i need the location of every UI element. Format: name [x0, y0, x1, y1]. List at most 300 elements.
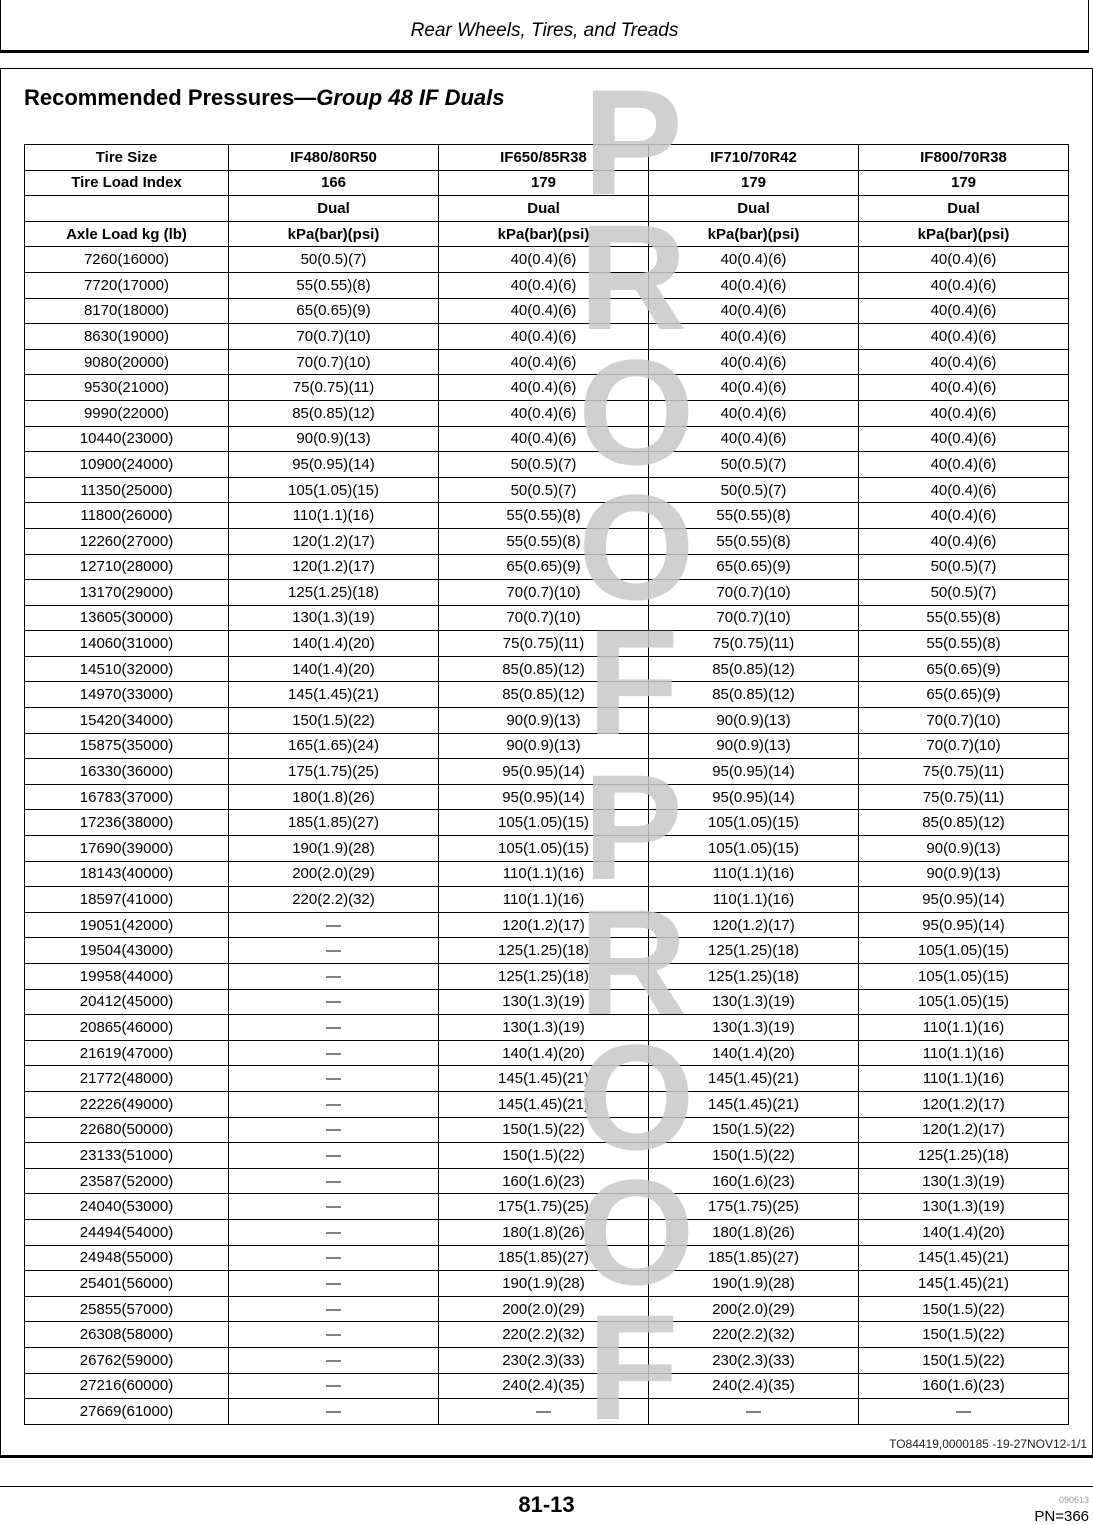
- axle-load-cell: 9080(20000): [25, 349, 229, 375]
- pressure-cell: 55(0.55)(8): [439, 503, 649, 529]
- pressure-cell: —: [229, 1373, 439, 1399]
- pressure-cell: 40(0.4)(6): [439, 298, 649, 324]
- table-row: [25, 349, 1069, 375]
- pressure-cell: 110(1.1)(16): [859, 1015, 1069, 1041]
- pressure-cell: 150(1.5)(22): [439, 1143, 649, 1169]
- pressure-cell: 150(1.5)(22): [649, 1117, 859, 1143]
- pressure-cell: 220(2.2)(32): [439, 1322, 649, 1348]
- pressure-cell: 70(0.7)(10): [649, 580, 859, 606]
- watermark-letter: O: [578, 1148, 695, 1316]
- watermark-letter: R: [578, 878, 688, 1046]
- table-row: [25, 1271, 1069, 1297]
- pressure-cell: 50(0.5)(7): [229, 247, 439, 273]
- table-row: [25, 1194, 1069, 1220]
- watermark-letter: R: [578, 193, 688, 361]
- table-row: [25, 272, 1069, 298]
- section-title: Rear Wheels, Tires, and Treads: [410, 20, 679, 41]
- pn-label: PN=366: [1034, 1508, 1089, 1525]
- pressure-cell: 185(1.85)(27): [649, 1245, 859, 1271]
- pressure-cell: 85(0.85)(12): [649, 656, 859, 682]
- table-row: [25, 912, 1069, 938]
- pressure-cell: —: [229, 1117, 439, 1143]
- pressure-cell: 180(1.8)(26): [439, 1219, 649, 1245]
- pressure-cell: 150(1.5)(22): [859, 1347, 1069, 1373]
- pressure-cell: —: [229, 964, 439, 990]
- pressure-cell: —: [229, 1219, 439, 1245]
- pressure-cell: 140(1.4)(20): [229, 656, 439, 682]
- pressure-cell: 70(0.7)(10): [229, 349, 439, 375]
- axle-load-cell: 19958(44000): [25, 964, 229, 990]
- table-row: [25, 656, 1069, 682]
- pressure-cell: 110(1.1)(16): [859, 1066, 1069, 1092]
- table-row: [25, 887, 1069, 913]
- table-row: [25, 477, 1069, 503]
- pressure-cell: 120(1.2)(17): [229, 554, 439, 580]
- pressure-cell: 165(1.65)(24): [229, 733, 439, 759]
- pressure-cell: 55(0.55)(8): [649, 503, 859, 529]
- pressure-cell: 105(1.05)(15): [649, 810, 859, 836]
- pressure-cell: 166: [229, 170, 439, 196]
- axle-load-cell: 10900(24000): [25, 452, 229, 478]
- table-row: [25, 1117, 1069, 1143]
- axle-load-cell: [25, 196, 229, 222]
- pressure-cell: 150(1.5)(22): [649, 1143, 859, 1169]
- pressure-cell: 40(0.4)(6): [859, 400, 1069, 426]
- axle-load-cell: 20865(46000): [25, 1015, 229, 1041]
- pressure-cell: kPa(bar)(psi): [439, 221, 649, 247]
- pressure-cell: 55(0.55)(8): [859, 605, 1069, 631]
- pressure-cell: 150(1.5)(22): [859, 1322, 1069, 1348]
- pressure-cell: 105(1.05)(15): [649, 836, 859, 862]
- axle-load-cell: 11350(25000): [25, 477, 229, 503]
- pressure-cell: 175(1.75)(25): [439, 1194, 649, 1220]
- pressure-cell: —: [229, 912, 439, 938]
- axle-load-cell: 27669(61000): [25, 1399, 229, 1425]
- pressure-cell: —: [859, 1399, 1069, 1425]
- pressure-cell: —: [229, 1040, 439, 1066]
- pressure-cell: 200(2.0)(29): [439, 1296, 649, 1322]
- table-row: [25, 1373, 1069, 1399]
- table-row: [25, 554, 1069, 580]
- pressure-cell: 90(0.9)(13): [229, 426, 439, 452]
- pressure-cell: —: [229, 1143, 439, 1169]
- pressure-cell: 160(1.6)(23): [649, 1168, 859, 1194]
- pressure-cell: 40(0.4)(6): [859, 375, 1069, 401]
- watermark-letter: O: [578, 463, 695, 631]
- table-row: [25, 810, 1069, 836]
- pressure-cell: 40(0.4)(6): [859, 426, 1069, 452]
- pressure-cell: 40(0.4)(6): [649, 324, 859, 350]
- pressure-cell: —: [229, 1347, 439, 1373]
- pressure-cell: 145(1.45)(21): [859, 1271, 1069, 1297]
- pressure-cell: 125(1.25)(18): [649, 938, 859, 964]
- table-row: [25, 324, 1069, 350]
- axle-load-cell: Tire Load Index: [25, 170, 229, 196]
- pressure-cell: 120(1.2)(17): [649, 912, 859, 938]
- table-row: [25, 733, 1069, 759]
- table-row: [25, 708, 1069, 734]
- pressure-cell: 125(1.25)(18): [439, 964, 649, 990]
- pressure-cell: Dual: [649, 196, 859, 222]
- pressure-cell: —: [229, 989, 439, 1015]
- axle-load-cell: 21772(48000): [25, 1066, 229, 1092]
- table-row: [25, 1245, 1069, 1271]
- pressure-cell: 70(0.7)(10): [649, 605, 859, 631]
- pressure-cell: 55(0.55)(8): [229, 272, 439, 298]
- axle-load-cell: 23587(52000): [25, 1168, 229, 1194]
- table-row: [25, 580, 1069, 606]
- table-row: [25, 426, 1069, 452]
- pressure-cell: 120(1.2)(17): [439, 912, 649, 938]
- pressure-cell: 105(1.05)(15): [439, 810, 649, 836]
- reference-code: TO84419,0000185 -19-27NOV12-1/1: [889, 1437, 1087, 1451]
- pressure-cell: 85(0.85)(12): [439, 656, 649, 682]
- pressure-cell: 145(1.45)(21): [439, 1066, 649, 1092]
- pressure-cell: 40(0.4)(6): [859, 272, 1069, 298]
- table-row: [25, 298, 1069, 324]
- pressure-cell: 40(0.4)(6): [859, 477, 1069, 503]
- pressure-cell: 50(0.5)(7): [649, 477, 859, 503]
- page-number: 81-13: [518, 1492, 575, 1517]
- pressure-cell: 95(0.95)(14): [859, 887, 1069, 913]
- pressure-cell: 55(0.55)(8): [439, 528, 649, 554]
- pressure-cell: IF480/80R50: [229, 145, 439, 171]
- table-row: [25, 247, 1069, 273]
- table-row: [25, 1091, 1069, 1117]
- pressure-cell: IF800/70R38: [859, 145, 1069, 171]
- pressure-cell: —: [229, 1399, 439, 1425]
- pressure-cell: 130(1.3)(19): [439, 1015, 649, 1041]
- pressure-cell: 160(1.6)(23): [439, 1168, 649, 1194]
- table-row: [25, 682, 1069, 708]
- pressure-cell: 200(2.0)(29): [649, 1296, 859, 1322]
- pressure-cell: Dual: [859, 196, 1069, 222]
- pressure-cell: 150(1.5)(22): [439, 1117, 649, 1143]
- pressure-cell: 40(0.4)(6): [859, 324, 1069, 350]
- pressure-cell: 105(1.05)(15): [439, 836, 649, 862]
- table-row: [25, 759, 1069, 785]
- table-row: [25, 1040, 1069, 1066]
- pressure-cell: 95(0.95)(14): [439, 759, 649, 785]
- pressure-cell: 40(0.4)(6): [859, 349, 1069, 375]
- axle-load-cell: 22226(49000): [25, 1091, 229, 1117]
- axle-load-cell: 8170(18000): [25, 298, 229, 324]
- table-row: [25, 938, 1069, 964]
- running-header: [0, 0, 1089, 53]
- pressure-cell: —: [229, 1015, 439, 1041]
- pressure-cell: 110(1.1)(16): [649, 861, 859, 887]
- pressure-cell: 90(0.9)(13): [439, 708, 649, 734]
- pressure-cell: 40(0.4)(6): [859, 503, 1069, 529]
- table-row: [25, 1143, 1069, 1169]
- pressure-cell: 85(0.85)(12): [229, 400, 439, 426]
- pressure-cell: 75(0.75)(11): [649, 631, 859, 657]
- pressure-cell: 70(0.7)(10): [859, 708, 1069, 734]
- pressure-cell: 125(1.25)(18): [229, 580, 439, 606]
- pressure-cell: 50(0.5)(7): [859, 580, 1069, 606]
- pressure-cell: 185(1.85)(27): [229, 810, 439, 836]
- pressure-cell: 179: [649, 170, 859, 196]
- axle-load-cell: 15420(34000): [25, 708, 229, 734]
- axle-load-cell: 20412(45000): [25, 989, 229, 1015]
- pressure-cell: —: [229, 1168, 439, 1194]
- title-italic: Group 48 IF Duals: [316, 85, 505, 110]
- watermark-letter: O: [578, 328, 695, 496]
- pressure-cell: 160(1.6)(23): [859, 1373, 1069, 1399]
- pressure-cell: 130(1.3)(19): [859, 1194, 1069, 1220]
- pressure-cell: 70(0.7)(10): [439, 580, 649, 606]
- table-row: [25, 1347, 1069, 1373]
- pressure-cell: 179: [859, 170, 1069, 196]
- pressure-cell: 40(0.4)(6): [649, 349, 859, 375]
- pressure-cell: 95(0.95)(14): [439, 784, 649, 810]
- table-row: [25, 964, 1069, 990]
- pressure-cell: 40(0.4)(6): [439, 272, 649, 298]
- pressure-cell: 40(0.4)(6): [859, 247, 1069, 273]
- axle-load-cell: 7260(16000): [25, 247, 229, 273]
- pressure-cell: 40(0.4)(6): [859, 528, 1069, 554]
- footer-rule: [0, 1486, 1093, 1487]
- pressure-cell: 125(1.25)(18): [859, 1143, 1069, 1169]
- pressure-cell: 200(2.0)(29): [229, 861, 439, 887]
- pressure-cell: 40(0.4)(6): [439, 349, 649, 375]
- pressure-cell: 105(1.05)(15): [859, 989, 1069, 1015]
- table-row: [25, 1219, 1069, 1245]
- pressure-cell: 50(0.5)(7): [649, 452, 859, 478]
- pressure-cell: 65(0.65)(9): [649, 554, 859, 580]
- watermark-letter: F: [587, 1283, 679, 1451]
- pressure-cell: 230(2.3)(33): [649, 1347, 859, 1373]
- pressure-cell: 105(1.05)(15): [229, 477, 439, 503]
- pressure-cell: 55(0.55)(8): [859, 631, 1069, 657]
- pressure-cell: —: [229, 1245, 439, 1271]
- axle-load-cell: 18143(40000): [25, 861, 229, 887]
- axle-load-cell: Axle Load kg (lb): [25, 221, 229, 247]
- pressure-cell: 40(0.4)(6): [439, 400, 649, 426]
- axle-load-cell: 25401(56000): [25, 1271, 229, 1297]
- table-row: [25, 1296, 1069, 1322]
- pressure-cell: 220(2.2)(32): [649, 1322, 859, 1348]
- pressure-table: [24, 144, 1069, 1425]
- pressure-cell: 40(0.4)(6): [439, 324, 649, 350]
- pressure-cell: 130(1.3)(19): [439, 989, 649, 1015]
- axle-load-cell: 14510(32000): [25, 656, 229, 682]
- axle-load-cell: 17690(39000): [25, 836, 229, 862]
- table-row: [25, 1015, 1069, 1041]
- axle-load-cell: 23133(51000): [25, 1143, 229, 1169]
- table-row: [25, 1168, 1069, 1194]
- pressure-cell: 50(0.5)(7): [439, 452, 649, 478]
- pressure-cell: 55(0.55)(8): [649, 528, 859, 554]
- watermark-letter: P: [582, 58, 684, 226]
- axle-load-cell: 26762(59000): [25, 1347, 229, 1373]
- pressure-cell: 130(1.3)(19): [859, 1168, 1069, 1194]
- axle-load-cell: 15875(35000): [25, 733, 229, 759]
- pressure-cell: —: [439, 1399, 649, 1425]
- pressure-cell: 120(1.2)(17): [859, 1117, 1069, 1143]
- pressure-cell: 190(1.9)(28): [229, 836, 439, 862]
- title-main: Recommended Pressures—: [24, 85, 317, 110]
- axle-load-cell: 16330(36000): [25, 759, 229, 785]
- pressure-cell: 50(0.5)(7): [439, 477, 649, 503]
- pressure-cell: 75(0.75)(11): [859, 759, 1069, 785]
- pressure-cell: 40(0.4)(6): [649, 298, 859, 324]
- axle-load-cell: 19504(43000): [25, 938, 229, 964]
- axle-load-cell: 10440(23000): [25, 426, 229, 452]
- table-header-row: [25, 221, 1069, 247]
- pressure-cell: 145(1.45)(21): [439, 1091, 649, 1117]
- table-row: [25, 1399, 1069, 1425]
- pressure-cell: 120(1.2)(17): [859, 1091, 1069, 1117]
- pressure-cell: 230(2.3)(33): [439, 1347, 649, 1373]
- pressure-cell: 105(1.05)(15): [859, 938, 1069, 964]
- pressure-cell: 125(1.25)(18): [439, 938, 649, 964]
- pressure-cell: —: [229, 1296, 439, 1322]
- pressure-cell: 175(1.75)(25): [649, 1194, 859, 1220]
- pressure-cell: 75(0.75)(11): [439, 631, 649, 657]
- pressure-cell: 179: [439, 170, 649, 196]
- pressure-cell: 110(1.1)(16): [859, 1040, 1069, 1066]
- axle-load-cell: 24494(54000): [25, 1219, 229, 1245]
- page-title: [24, 84, 505, 111]
- axle-load-cell: 9990(22000): [25, 400, 229, 426]
- axle-load-cell: 17236(38000): [25, 810, 229, 836]
- pressure-cell: 150(1.5)(22): [229, 708, 439, 734]
- pressure-cell: 140(1.4)(20): [859, 1219, 1069, 1245]
- pressure-cell: 140(1.4)(20): [229, 631, 439, 657]
- table-header-row: [25, 170, 1069, 196]
- pressure-cell: 130(1.3)(19): [229, 605, 439, 631]
- table-row: [25, 1322, 1069, 1348]
- pressure-cell: 40(0.4)(6): [439, 426, 649, 452]
- pressure-cell: kPa(bar)(psi): [229, 221, 439, 247]
- table-row: [25, 452, 1069, 478]
- pressure-cell: 70(0.7)(10): [439, 605, 649, 631]
- pressure-cell: —: [229, 938, 439, 964]
- axle-load-cell: 7720(17000): [25, 272, 229, 298]
- pressure-cell: 40(0.4)(6): [859, 452, 1069, 478]
- axle-load-cell: 12710(28000): [25, 554, 229, 580]
- pressure-cell: 240(2.4)(35): [439, 1373, 649, 1399]
- table-row: [25, 528, 1069, 554]
- pressure-cell: —: [229, 1194, 439, 1220]
- watermark-letter: O: [578, 1013, 695, 1181]
- axle-load-cell: 8630(19000): [25, 324, 229, 350]
- pressure-cell: 75(0.75)(11): [859, 784, 1069, 810]
- pressure-cell: 40(0.4)(6): [649, 375, 859, 401]
- pressure-cell: —: [229, 1091, 439, 1117]
- pressure-cell: 130(1.3)(19): [649, 1015, 859, 1041]
- pressure-cell: 95(0.95)(14): [859, 912, 1069, 938]
- axle-load-cell: 19051(42000): [25, 912, 229, 938]
- pressure-cell: 110(1.1)(16): [439, 887, 649, 913]
- axle-load-cell: 21619(47000): [25, 1040, 229, 1066]
- axle-load-cell: 16783(37000): [25, 784, 229, 810]
- pressure-cell: Dual: [229, 196, 439, 222]
- pressure-cell: 145(1.45)(21): [229, 682, 439, 708]
- pressure-cell: —: [229, 1271, 439, 1297]
- pressure-cell: 65(0.65)(9): [439, 554, 649, 580]
- pressure-cell: 40(0.4)(6): [439, 375, 649, 401]
- pressure-cell: 110(1.1)(16): [439, 861, 649, 887]
- pressure-cell: 65(0.65)(9): [859, 656, 1069, 682]
- axle-load-cell: 24040(53000): [25, 1194, 229, 1220]
- pressure-cell: 120(1.2)(17): [229, 528, 439, 554]
- pressure-cell: 40(0.4)(6): [649, 247, 859, 273]
- date-code: 090613: [1058, 1495, 1089, 1505]
- pressure-cell: 65(0.65)(9): [229, 298, 439, 324]
- pressure-cell: 145(1.45)(21): [649, 1066, 859, 1092]
- axle-load-cell: 9530(21000): [25, 375, 229, 401]
- pressure-cell: 40(0.4)(6): [649, 426, 859, 452]
- pressure-cell: 90(0.9)(13): [649, 708, 859, 734]
- table-row: [25, 605, 1069, 631]
- pressure-cell: 95(0.95)(14): [229, 452, 439, 478]
- pressure-cell: 110(1.1)(16): [229, 503, 439, 529]
- axle-load-cell: 18597(41000): [25, 887, 229, 913]
- watermark-letter: P: [582, 743, 684, 911]
- pressure-cell: 145(1.45)(21): [859, 1245, 1069, 1271]
- pressure-cell: IF710/70R42: [649, 145, 859, 171]
- pressure-cell: 140(1.4)(20): [649, 1040, 859, 1066]
- pressure-cell: 140(1.4)(20): [439, 1040, 649, 1066]
- pressure-cell: 40(0.4)(6): [439, 247, 649, 273]
- table-row: [25, 503, 1069, 529]
- table-header-row: [25, 196, 1069, 222]
- pressure-cell: 220(2.2)(32): [229, 887, 439, 913]
- pressure-cell: 180(1.8)(26): [229, 784, 439, 810]
- pressure-cell: 90(0.9)(13): [859, 861, 1069, 887]
- pressure-cell: 240(2.4)(35): [649, 1373, 859, 1399]
- pressure-cell: 95(0.95)(14): [649, 759, 859, 785]
- pressure-cell: 110(1.1)(16): [649, 887, 859, 913]
- pressure-cell: Dual: [439, 196, 649, 222]
- table-row: [25, 784, 1069, 810]
- table-row: [25, 836, 1069, 862]
- pressure-cell: 85(0.85)(12): [439, 682, 649, 708]
- axle-load-cell: Tire Size: [25, 145, 229, 171]
- pressure-cell: 125(1.25)(18): [649, 964, 859, 990]
- axle-load-cell: 13605(30000): [25, 605, 229, 631]
- pressure-cell: IF650/85R38: [439, 145, 649, 171]
- pressure-cell: 180(1.8)(26): [649, 1219, 859, 1245]
- watermark-letter: F: [587, 598, 679, 766]
- pressure-cell: 90(0.9)(13): [859, 836, 1069, 862]
- pressure-cell: 190(1.9)(28): [649, 1271, 859, 1297]
- pressure-cell: 130(1.3)(19): [649, 989, 859, 1015]
- pressure-cell: 70(0.7)(10): [229, 324, 439, 350]
- pressure-cell: 65(0.65)(9): [859, 682, 1069, 708]
- pressure-cell: kPa(bar)(psi): [649, 221, 859, 247]
- table-row: [25, 375, 1069, 401]
- axle-load-cell: 25855(57000): [25, 1296, 229, 1322]
- axle-load-cell: 22680(50000): [25, 1117, 229, 1143]
- pressure-cell: 50(0.5)(7): [859, 554, 1069, 580]
- pressure-cell: —: [649, 1399, 859, 1425]
- pressure-cell: 70(0.7)(10): [859, 733, 1069, 759]
- table-row: [25, 989, 1069, 1015]
- axle-load-cell: 12260(27000): [25, 528, 229, 554]
- pressure-cell: 90(0.9)(13): [439, 733, 649, 759]
- table-row: [25, 1066, 1069, 1092]
- pressure-cell: 40(0.4)(6): [649, 400, 859, 426]
- table-header-row: [25, 145, 1069, 171]
- axle-load-cell: 11800(26000): [25, 503, 229, 529]
- axle-load-cell: 14060(31000): [25, 631, 229, 657]
- pressure-cell: 145(1.45)(21): [649, 1091, 859, 1117]
- pressure-cell: 150(1.5)(22): [859, 1296, 1069, 1322]
- axle-load-cell: 13170(29000): [25, 580, 229, 606]
